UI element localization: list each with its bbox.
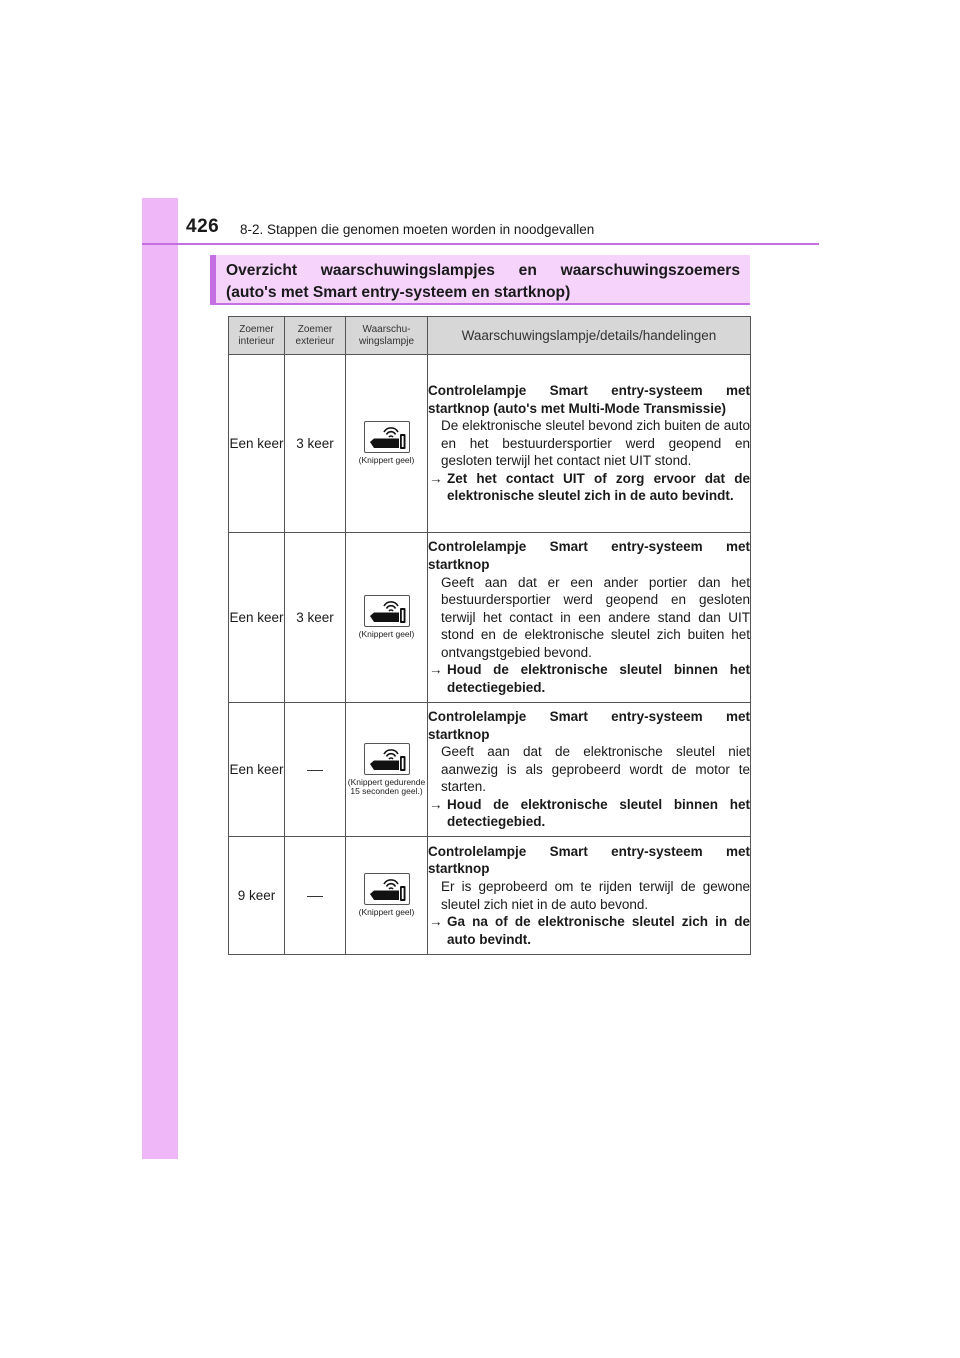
table-row: [229, 837, 751, 955]
table-body: [229, 355, 751, 955]
details-cell: [428, 837, 751, 955]
details-action-text: Houd de elektronische sleutel binnen het detectiegebied.: [447, 796, 750, 830]
details-action-text: Zet het contact UIT of zorg ervoor dat de elektronische sleutel zich in de auto bevindt.: [447, 470, 750, 504]
interior-buzzer-cell: [229, 703, 285, 837]
header-interior-buzzer: [229, 317, 285, 355]
exterior-buzzer-cell: [285, 355, 346, 533]
smart-key-warning-icon: [364, 873, 410, 905]
warning-light-cell: [346, 703, 428, 837]
exterior-buzzer-cell: [285, 837, 346, 955]
exterior-buzzer-value: [307, 888, 323, 903]
header-details: [428, 317, 751, 355]
table-row: [229, 355, 751, 533]
smart-key-warning-icon-svg: [365, 744, 409, 774]
page-header: [178, 210, 818, 246]
details-description: Geeft aan dat er een ander portier dan het bestuurdersportier werd geopend en gesloten terwijl het contact in een andere stand dan UIT stond en de elektronische sleutel zich buiten het ontvangstgebied bevond.: [441, 574, 750, 660]
details-description: Er is geprobeerd om te rijden terwijl de gewone sleutel zich niet in de auto bevond.: [441, 878, 750, 912]
details-title: Controlelampje Smart entry-systeem met startknop: [428, 539, 750, 572]
arrow-right-icon: →: [429, 796, 443, 812]
exterior-buzzer-value: 3 keer: [296, 610, 334, 625]
warning-light-wrap: [346, 873, 427, 918]
header-warning-light-text: Waarschu-wingslampje: [358, 323, 415, 347]
header-exterior-buzzer-text: Zoemer exterieur: [295, 323, 335, 347]
table-row: [229, 703, 751, 837]
arrow-right-icon: →: [429, 470, 443, 486]
warning-light-wrap: [346, 421, 427, 466]
details-title: Controlelampje Smart entry-systeem met startknop: [428, 708, 750, 742]
exterior-buzzer-cell: [285, 533, 346, 703]
interior-buzzer-value: 9 keer: [237, 888, 276, 903]
details-action-text: Ga na of de elektronische sleutel zich in de auto bevindt.: [447, 914, 750, 947]
smart-key-warning-icon-svg: [365, 596, 409, 626]
side-tab-band: [142, 198, 178, 1159]
smart-key-warning-icon: [364, 595, 410, 627]
warning-light-note: (Knippert gedurende 15 seconden geel.): [347, 776, 426, 796]
section-title-line2: (auto's met Smart entry-systeem en startknop): [226, 284, 571, 301]
header-warning-light: [346, 317, 428, 355]
interior-buzzer-cell: [229, 837, 285, 955]
details-title: Controlelampje Smart entry-systeem met startknop (auto's met Multi-Mode Transmissie): [428, 382, 750, 416]
smart-key-warning-icon: [364, 743, 410, 775]
warning-light-cell: [346, 533, 428, 703]
warning-light-note: (Knippert geel): [358, 907, 415, 918]
no-buzzer-dash: [307, 770, 323, 771]
interior-buzzer-cell: [229, 533, 285, 703]
no-buzzer-dash: [307, 896, 323, 897]
header-interior-buzzer-text: Zoemer interieur: [238, 323, 275, 347]
smart-key-warning-icon: [364, 421, 410, 453]
interior-buzzer-value: Een keer: [229, 762, 284, 777]
details-description: Geeft aan dat de elektronische sleutel niet aanwezig is als geprobeerd wordt de motor te starten.: [441, 744, 750, 795]
header-details-text: Waarschuwingslampje/details/handelingen: [461, 327, 717, 343]
chapter-title: 8-2. Stappen die genomen moeten worden in noodgevallen: [240, 222, 595, 237]
interior-buzzer-cell: [229, 355, 285, 533]
warning-light-wrap: [346, 743, 427, 797]
details-description: De elektronische sleutel bevond zich buiten de auto en het bestuurdersportier werd geopend en gesloten terwijl het contact niet UIT stond.: [441, 418, 750, 469]
header-exterior-buzzer: [285, 317, 346, 355]
details-cell: [428, 355, 751, 533]
details-cell: [428, 533, 751, 703]
details-action-text: Houd de elektronische sleutel binnen het detectiegebied.: [447, 662, 750, 696]
warning-light-cell: [346, 837, 428, 955]
arrow-right-icon: →: [429, 914, 443, 930]
smart-key-warning-icon-svg: [365, 874, 409, 904]
page-number: 426: [186, 216, 220, 237]
warning-table: [228, 316, 751, 955]
details-action: [428, 913, 750, 948]
details-action: [428, 796, 750, 831]
details-action: [428, 470, 750, 505]
warning-light-cell: [346, 355, 428, 533]
warning-light-note: (Knippert geel): [358, 629, 415, 640]
arrow-right-icon: →: [429, 662, 443, 678]
interior-buzzer-value: Een keer: [229, 436, 284, 451]
section-heading: [210, 255, 750, 305]
exterior-buzzer-value: [307, 762, 323, 777]
warning-light-wrap: [346, 595, 427, 640]
section-title-line1: Overzicht waarschuwingslampjes en waarschuwingszoemers: [226, 262, 740, 279]
table-row: [229, 533, 751, 703]
details-title: Controlelampje Smart entry-systeem met startknop: [428, 843, 750, 877]
table-header-row: [229, 317, 751, 355]
interior-buzzer-value: Een keer: [229, 610, 284, 625]
header-rule: [142, 243, 819, 245]
details-action: [428, 661, 750, 696]
smart-key-warning-icon-svg: [365, 422, 409, 452]
exterior-buzzer-value: 3 keer: [296, 436, 334, 451]
details-cell: [428, 703, 751, 837]
warning-light-note: (Knippert geel): [358, 455, 415, 466]
exterior-buzzer-cell: [285, 703, 346, 837]
